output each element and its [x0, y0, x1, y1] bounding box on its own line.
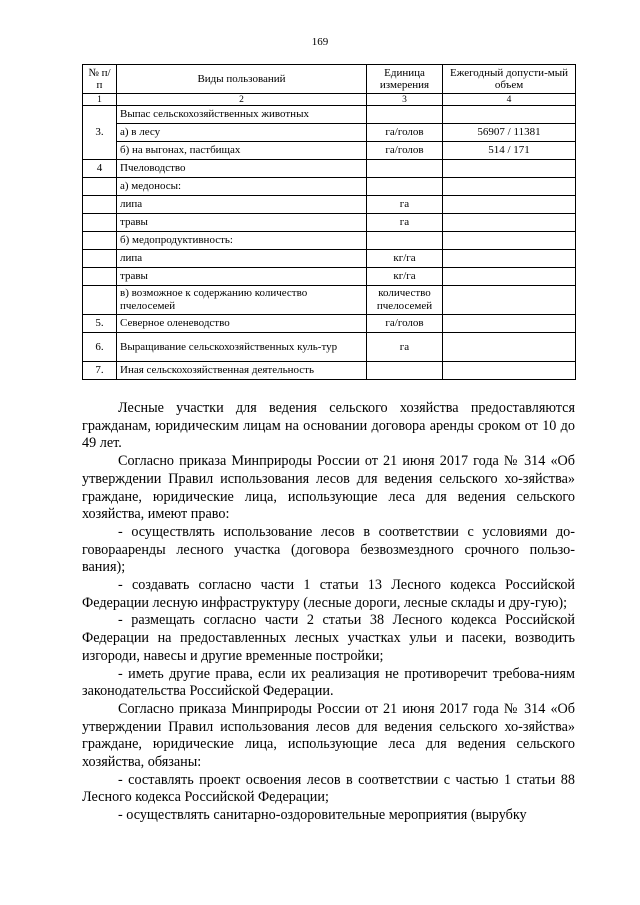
empty-cell: [83, 196, 117, 214]
paragraph: Согласно приказа Минприроды России от 21 июня 2017 года № 314 «Об утверждении Правил использования лесов для ведения сельского хо-зяйства» граждане, юридические лица, использующие леса для ведения сельского хозяйства, имеют право:: [82, 453, 575, 523]
paragraph: - составлять проект освоения лесов в соответствии с частью 1 статьи 88 Лесного кодекса Российской Федерации;: [82, 771, 575, 806]
table-row: [83, 142, 576, 160]
empty-cell: [367, 232, 443, 250]
table-index-row: [83, 94, 576, 106]
table-row: [83, 178, 576, 196]
paragraph: - осуществлять санитарно-оздоровительные мероприятия (вырубку: [118, 807, 527, 824]
row-label: липа: [117, 196, 367, 214]
row-label: в) возможное к содержанию количество пчелосемей: [117, 286, 367, 315]
table-row: [83, 232, 576, 250]
paragraph: - иметь другие права, если их реализация не противоречит требова-ниям законодательства Российской Федерации.: [82, 665, 575, 700]
table-row: [83, 362, 576, 380]
row-title: Северное оленеводство: [117, 315, 367, 333]
empty-cell: [83, 268, 117, 286]
index-cell: 4: [443, 94, 576, 106]
empty-cell: [367, 362, 443, 380]
row-unit: кг/га: [367, 250, 443, 268]
row-unit: кг/га: [367, 268, 443, 286]
empty-cell: [443, 232, 576, 250]
index-cell: 2: [117, 94, 367, 106]
empty-cell: [83, 178, 117, 196]
empty-cell: [83, 286, 117, 315]
row-volume: 514 / 171: [443, 142, 576, 160]
empty-cell: [443, 214, 576, 232]
row-unit: га/голов: [367, 124, 443, 142]
header-type: Виды пользований: [117, 65, 367, 94]
row-unit: га: [367, 333, 443, 362]
table-row: [83, 214, 576, 232]
empty-cell: [367, 106, 443, 124]
empty-cell: [443, 160, 576, 178]
table-row: [83, 106, 576, 124]
row-title: Пчеловодство: [117, 160, 367, 178]
paragraph: Согласно приказа Минприроды России от 21 июня 2017 года № 314 «Об утверждении Правил использования лесов для ведения сельского хо-зяйства» граждане, юридические лица, использующие леса для ведения сельского хозяйства, обязаны:: [82, 700, 575, 771]
table-header-row: [83, 65, 576, 94]
table-row: [83, 286, 576, 315]
page-number: 169: [311, 36, 329, 48]
table-row: [83, 333, 576, 362]
table-row: [83, 124, 576, 142]
row-label: травы: [117, 268, 367, 286]
row-label: липа: [117, 250, 367, 268]
header-num: № п/п: [83, 65, 117, 94]
row-unit: га/голов: [367, 315, 443, 333]
row-unit: количество пчелосемей: [367, 286, 443, 315]
empty-cell: [443, 250, 576, 268]
paragraph: - осуществлять использование лесов в соответствии с условиями до-говорааренды лесного участка (договора безвозмездного срочного пользо-вания);: [82, 523, 575, 576]
body-text: [82, 400, 575, 825]
empty-cell: [443, 268, 576, 286]
table-row: [83, 196, 576, 214]
row-num: 4: [83, 160, 117, 178]
land-use-table: [82, 64, 576, 380]
empty-cell: [367, 178, 443, 196]
paragraph: Лесные участки для ведения сельского хозяйства предоставляются гражданам, юридическим лицам на основании договора аренды сроком от 10 до 49 лет.: [82, 400, 575, 452]
row-label: а) в лесу: [117, 124, 367, 142]
row-unit: га: [367, 196, 443, 214]
index-cell: 3: [367, 94, 443, 106]
row-label: б) медопродуктивность:: [117, 232, 367, 250]
row-num: 3.: [83, 106, 117, 160]
row-volume: 56907 / 11381: [443, 124, 576, 142]
empty-cell: [83, 214, 117, 232]
table-row: [83, 160, 576, 178]
row-title: Иная сельскохозяйственная деятельность: [117, 362, 367, 380]
row-num: 6.: [83, 333, 117, 362]
empty-cell: [443, 178, 576, 196]
empty-cell: [83, 250, 117, 268]
table-row: [83, 268, 576, 286]
table-row: [83, 250, 576, 268]
empty-cell: [443, 106, 576, 124]
empty-cell: [443, 196, 576, 214]
header-volume: Ежегодный допусти-мый объем: [443, 65, 576, 94]
row-title: Выпас сельскохозяйственных животных: [117, 106, 367, 124]
row-num: 5.: [83, 315, 117, 333]
paragraph: - создавать согласно части 1 статьи 13 Лесного кодекса Российской Федерации лесную инфраструктуру (лесные дороги, лесные склады и дру-гую);: [82, 577, 575, 611]
index-cell: 1: [83, 94, 117, 106]
row-num: 7.: [83, 362, 117, 380]
row-title: Выращивание сельскохозяйственных куль-тур: [117, 333, 367, 362]
paragraph: - размещать согласно части 2 статьи 38 Лесного кодекса Российской Федерации на предоставленных лесных участках ульи и пасеки, возводить изгороди, навесы и другие временные постройки;: [82, 612, 575, 664]
empty-cell: [443, 333, 576, 362]
empty-cell: [367, 160, 443, 178]
empty-cell: [443, 362, 576, 380]
header-unit: Единица измерения: [367, 65, 443, 94]
row-label: а) медоносы:: [117, 178, 367, 196]
row-unit: га: [367, 214, 443, 232]
empty-cell: [443, 286, 576, 315]
empty-cell: [443, 315, 576, 333]
row-unit: га/голов: [367, 142, 443, 160]
row-label: б) на выгонах, пастбищах: [117, 142, 367, 160]
row-label: травы: [117, 214, 367, 232]
table-row: [83, 315, 576, 333]
empty-cell: [83, 232, 117, 250]
